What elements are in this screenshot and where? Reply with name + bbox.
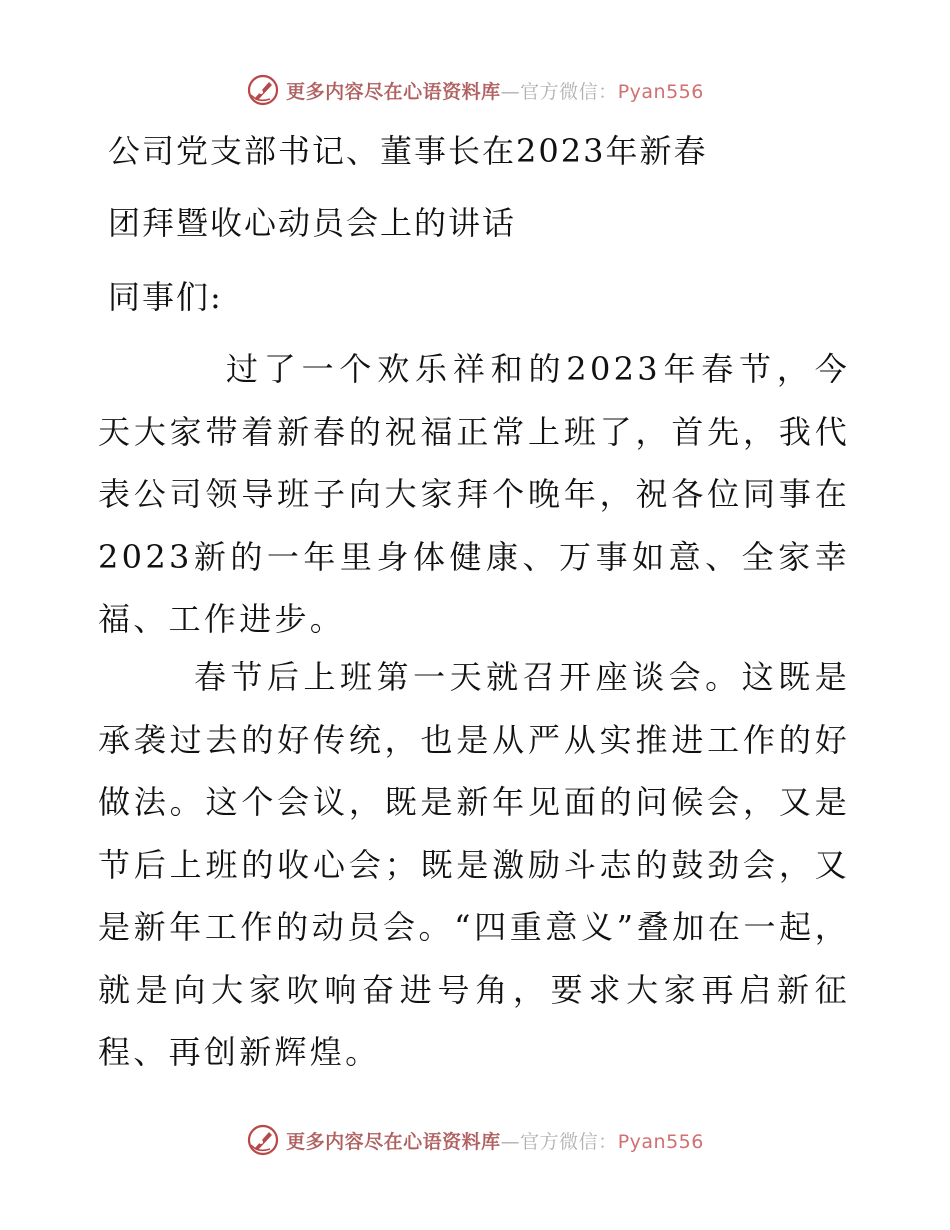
watermark-rest: —官方微信： xyxy=(500,80,618,103)
watermark-rest: —官方微信： xyxy=(500,1130,618,1153)
watermark-lead: 更多内容尽在心语资料库 xyxy=(286,80,501,103)
pen-nib-circle-icon xyxy=(246,1123,280,1157)
watermark-handle: Pyan556 xyxy=(617,1130,704,1153)
footer-watermark xyxy=(0,1120,950,1160)
watermark-handle: Pyan556 xyxy=(617,80,704,103)
watermark-lead: 更多内容尽在心语资料库 xyxy=(286,1130,501,1153)
document-title-line-1: 公司党支部书记、董事长在2023年新春 xyxy=(108,132,708,170)
watermark-text xyxy=(286,1127,704,1154)
document-title-line-2: 团拜暨收心动员会上的讲话 xyxy=(108,204,517,242)
pen-nib-circle-icon xyxy=(246,73,280,107)
salutation: 同事们: xyxy=(108,278,223,316)
watermark-text xyxy=(286,77,704,104)
paragraph-1: 过了一个欢乐祥和的2023年春节，今天大家带着新春的祝福正常上班了，首先，我代表公司领导班子向大家拜个晚年，祝各位同事在2023新的一年里身体健康、万事如意、全家幸福、工作进步。 xyxy=(98,350,850,638)
paragraph-2: 春节后上班第一天就召开座谈会。这既是承袭过去的好传统，也是从严从实推进工作的好做法。这个会议，既是新年见面的问候会，又是节后上班的收心会；既是激励斗志的鼓劲会，又是新年工作的动员会。“四重意义”叠加在一起，就是向大家吹响奋进号角，要求大家再启新征程、再创新辉煌。 xyxy=(98,658,850,1071)
header-watermark xyxy=(0,70,950,110)
